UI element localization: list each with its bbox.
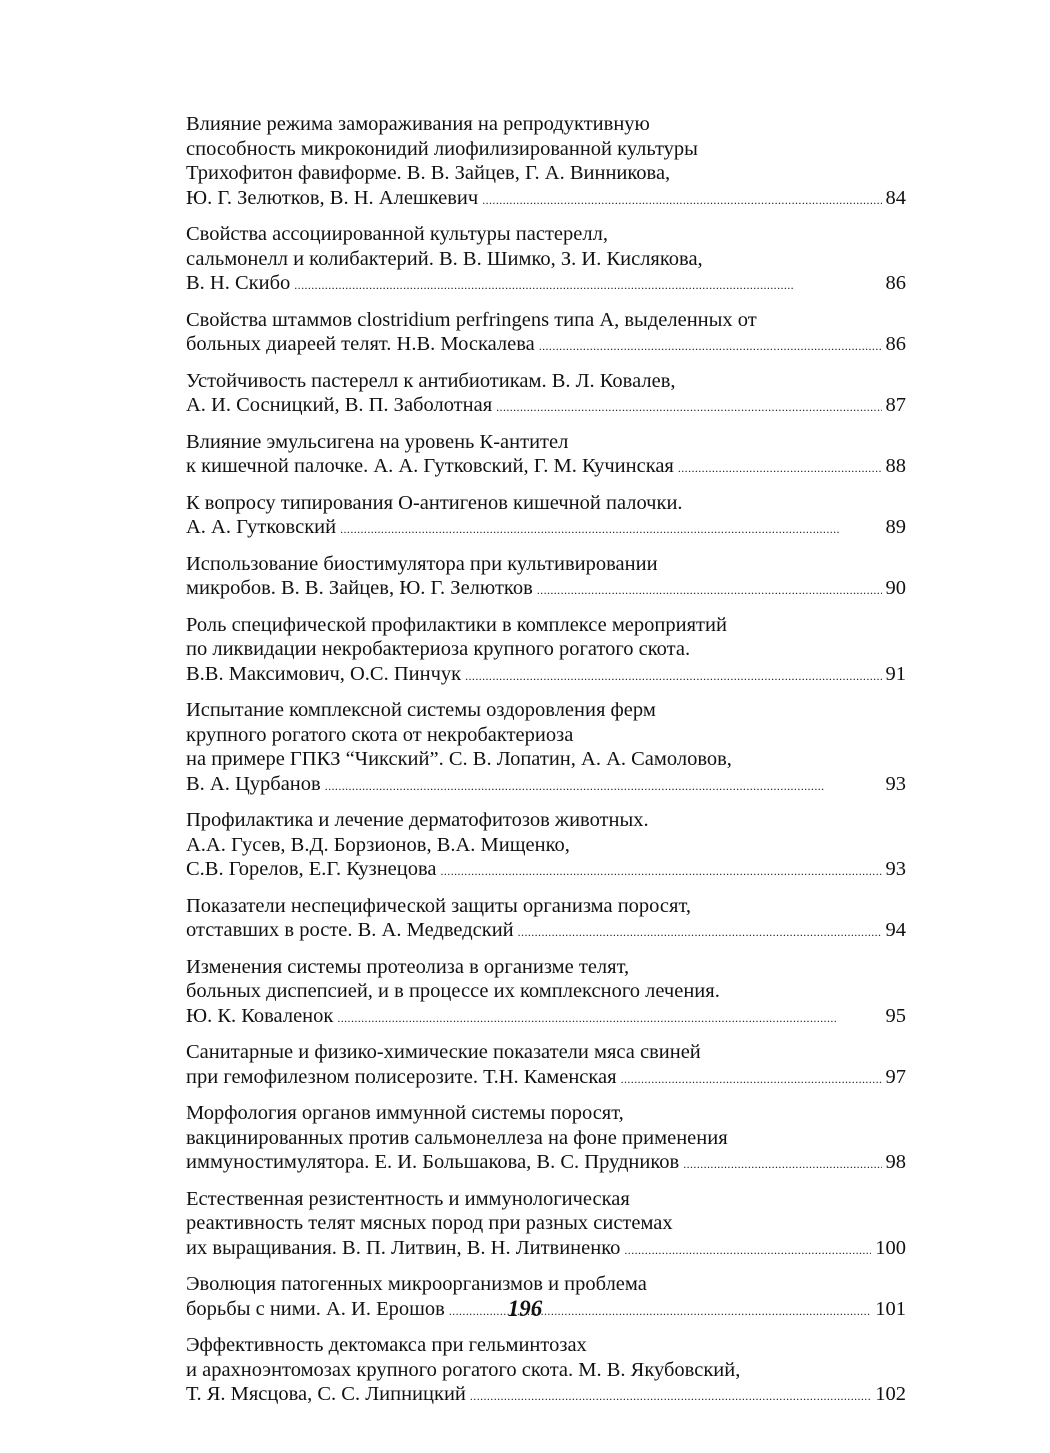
toc-entry — [186, 369, 906, 420]
toc-entry-line: Профилактика и лечение дерматофитозов животных. — [186, 809, 649, 831]
dot-leader — [621, 1065, 882, 1092]
dot-leader — [683, 1150, 881, 1177]
toc-entry-last-line — [186, 576, 906, 603]
toc-entry — [186, 112, 906, 212]
toc-entry — [186, 308, 906, 359]
toc-entry-page: 93 — [885, 858, 906, 880]
toc-entry-line: и арахноэнтомозах крупного рогатого скота. М. В. Якубовский, — [186, 1358, 741, 1381]
toc-entry-page: 87 — [885, 394, 906, 416]
toc-entry-page: 101 — [875, 1297, 906, 1320]
toc-entry-page: 86 — [885, 272, 906, 294]
toc-entry-page: 89 — [885, 516, 906, 538]
toc-entry-line: К вопросу типирования О-антигенов кишечной палочки. — [186, 491, 683, 514]
toc-entry-last-line — [186, 1236, 906, 1263]
toc-entry-line: Ю. К. Коваленок — [186, 1004, 334, 1027]
toc-entry-line: Влияние эмульсигена на уровень К-антител — [186, 430, 569, 453]
toc-entry-last-line — [186, 454, 906, 481]
toc-entry-line: микробов. В. В. Зайцев, Ю. Г. Зелютков — [186, 577, 533, 599]
toc-entry — [186, 1333, 906, 1409]
toc-entry-last-line — [186, 393, 906, 420]
toc-entry-line: Изменения системы протеолиза в организме телят, — [186, 955, 630, 978]
toc-entry — [186, 552, 906, 603]
toc-entry — [186, 808, 906, 884]
toc-entry-line: Устойчивость пастерелл к антибиотикам. В. Л. Ковалев, — [186, 369, 676, 392]
toc-entry-line: реактивность телят мясных пород при разных системах — [186, 1212, 673, 1234]
toc-entry-last-line — [186, 186, 906, 213]
dot-leader — [337, 1004, 881, 1031]
toc-entry-line: А. И. Сосницкий, В. П. Заболотная — [186, 394, 493, 416]
toc-entry-line: способность микроконидий лиофилизированной культуры — [186, 137, 698, 160]
toc-entry-line: А. А. Гутковский — [186, 516, 337, 538]
dot-leader — [465, 662, 881, 689]
toc-entry — [186, 955, 906, 1031]
toc-entry-line: Испытание комплексной системы оздоровления ферм — [186, 699, 656, 721]
toc-entry — [186, 1187, 906, 1263]
toc-entry-line: Т. Я. Мясцова, С. С. Липницкий — [186, 1383, 466, 1405]
toc-entry — [186, 1101, 906, 1177]
dot-leader — [678, 454, 882, 481]
toc-entry-line: борьбы с ними. А. И. Ерошов — [186, 1297, 445, 1320]
toc-entry-last-line — [186, 1382, 906, 1409]
toc-entry-page: 94 — [885, 919, 906, 941]
toc-entry — [186, 894, 906, 945]
toc-entry-page: 100 — [875, 1236, 906, 1259]
toc-entry-last-line — [186, 332, 906, 359]
toc-entry-line: Эффективность дектомакса при гельминтозах — [186, 1334, 587, 1356]
dot-leader — [518, 918, 882, 945]
page-number: 196 — [507, 1296, 543, 1321]
toc-entry-line: больных диареей телят. Н.В. Москалева — [186, 333, 535, 355]
toc-entry-line: Влияние режима замораживания на репродуктивную — [186, 113, 650, 135]
toc-entry-line: Свойства штаммов clostridium perfringens типа А, выделенных от — [186, 308, 757, 331]
toc-entry-last-line — [186, 1004, 906, 1031]
toc-entry-line: крупного рогатого скота от некробактериоза — [186, 723, 574, 746]
toc-entry-last-line — [186, 271, 906, 298]
toc-entry-page: 91 — [885, 662, 906, 685]
toc-entry-line: С.В. Горелов, Е.Г. Кузнецова — [186, 858, 437, 880]
toc-entry — [186, 1040, 906, 1091]
toc-entry-line: их выращивания. В. П. Литвин, В. Н. Литвиненко — [186, 1236, 621, 1259]
toc-entry-line: на примере ГПКЗ “Чикский”. С. В. Лопатин, А. А. Самоловов, — [186, 748, 732, 770]
toc-entry-line: к кишечной палочке. А. А. Гутковский, Г. М. Кучинская — [186, 455, 674, 477]
toc-entry-line: Роль специфической профилактики в комплексе мероприятий — [186, 613, 727, 636]
toc-entry-page: 88 — [885, 455, 906, 477]
toc-entry-line: Использование биостимулятора при культивировании — [186, 552, 658, 575]
toc-entry-last-line — [186, 515, 906, 542]
toc-entry-line: сальмонелл и колибактерий. В. В. Шимко, З. И. Кислякова, — [186, 247, 703, 270]
toc-entry — [186, 491, 906, 542]
toc-entry-last-line — [186, 857, 906, 884]
toc-entry-page: 98 — [885, 1151, 906, 1173]
toc-entry-page: 86 — [885, 333, 906, 355]
toc-entry-line: А.А. Гусев, В.Д. Борзионов, В.А. Мищенко, — [186, 833, 570, 856]
toc-entry-line: В. А. Цурбанов — [186, 772, 321, 795]
toc-entry-line: по ликвидации некробактериоза крупного рогатого скота. — [186, 638, 691, 660]
toc-entry-line: Морфология органов иммунной системы поросят, — [186, 1102, 624, 1124]
toc-entry-page: 95 — [885, 1004, 906, 1027]
dot-leader — [325, 772, 882, 799]
toc-entry-line: вакцинированных против сальмонеллеза на фоне применения — [186, 1126, 728, 1149]
dot-leader — [496, 393, 881, 420]
toc-entry — [186, 698, 906, 798]
dot-leader — [294, 271, 881, 298]
toc-entry-line: Трихофитон фавиформе. В. В. Зайцев, Г. А. Винникова, — [186, 162, 671, 184]
toc-entry-last-line — [186, 1150, 906, 1177]
toc-entry-line: Естественная резистентность и иммунологическая — [186, 1187, 630, 1210]
toc-entry — [186, 430, 906, 481]
toc-entry — [186, 613, 906, 689]
toc-entry-line: больных диспепсией, и в процессе их комплексного лечения. — [186, 980, 720, 1002]
toc-entry — [186, 222, 906, 298]
toc-entry-page: 102 — [875, 1383, 906, 1405]
toc-entry-line: Свойства ассоциированной культуры пастерелл, — [186, 223, 608, 245]
toc-entry-last-line — [186, 918, 906, 945]
dot-leader — [624, 1236, 871, 1263]
toc-entry-page: 84 — [885, 186, 906, 209]
dot-leader — [537, 576, 882, 603]
dot-leader — [539, 332, 882, 359]
table-of-contents — [186, 112, 906, 1419]
toc-entry-line: Эволюция патогенных микроорганизмов и проблема — [186, 1273, 647, 1295]
toc-entry-page: 90 — [885, 577, 906, 599]
toc-entry-line: Ю. Г. Зелютков, В. Н. Алешкевич — [186, 186, 479, 209]
toc-entry-page: 97 — [885, 1065, 906, 1088]
toc-entry-line: Показатели неспецифической защиты организма поросят, — [186, 894, 692, 917]
dot-leader — [340, 515, 881, 542]
dot-leader — [441, 857, 882, 884]
dot-leader — [482, 186, 881, 213]
toc-entry-last-line — [186, 662, 906, 689]
toc-entry-last-line — [186, 772, 906, 799]
toc-entry-line: В.В. Максимович, О.С. Пинчук — [186, 662, 462, 685]
toc-entry-last-line — [186, 1065, 906, 1092]
toc-entry-line: В. Н. Скибо — [186, 272, 291, 294]
toc-entry-line: Санитарные и физико-химические показатели мяса свиней — [186, 1041, 701, 1063]
toc-entry-page: 93 — [885, 772, 906, 795]
dot-leader — [470, 1382, 871, 1409]
toc-entry-line: при гемофилезном полисерозите. Т.Н. Каменская — [186, 1065, 617, 1088]
toc-entry-line: иммуностимулятора. Е. И. Большакова, В. С. Прудников — [186, 1151, 680, 1173]
toc-entry-line: отставших в росте. В. А. Медведский — [186, 919, 514, 941]
